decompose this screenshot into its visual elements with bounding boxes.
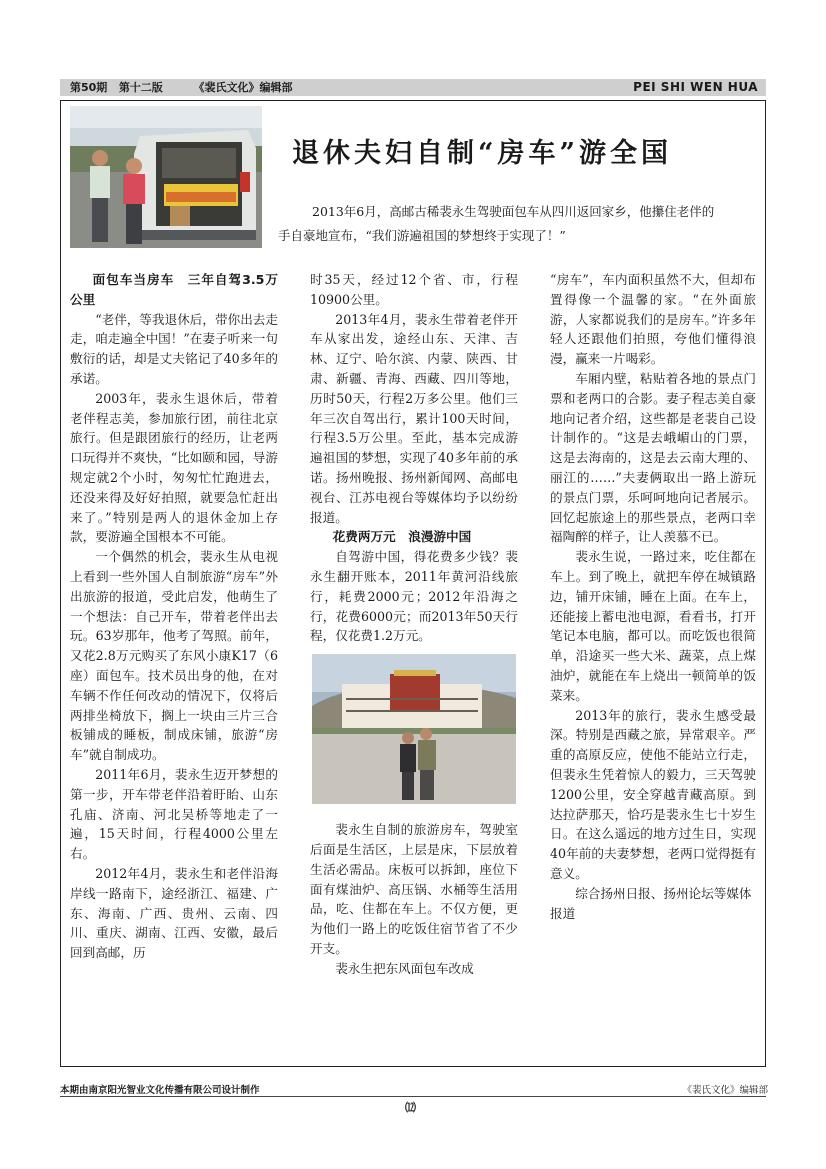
article-title: 退休夫妇自制“房车”游全国 (292, 138, 673, 169)
footer-divider (60, 1096, 766, 1097)
column-2 (310, 270, 518, 979)
paragraph: 2013年4月，裴永生带着老伴开车从家出发，途经山东、天津、吉林、辽宁、哈尔滨、内蒙、陕西、甘肃、新疆、青海、西藏、四川等地，历时50天，行程2万多公里。他们三年三次自驾出行，累计100天时间，行程3.5万公里。至此，基本完成游遍祖国的梦想，实现了40多年前的承诺。扬州晚报、扬州新闻网、高邮电视台、江苏电视台等媒体均予以纷纷报道。 (310, 311, 518, 525)
edition-number: 第十二版 (118, 81, 163, 94)
paragraph: 车厢内壁，粘贴着各地的景点门票和老两口的合影。妻子程志美自豪地向记者介绍，这些都是老裴自己设计制作的。“这是去峨嵋山的门票，这是去海南的，这是去云南大理的、丽江的……”夫妻俩取出一路上游玩的景点门票，乐呵呵地向记者展示。回忆起旅途上的那些景点，老两口幸福陶醉的样子，让人羡慕不已。 (550, 370, 756, 545)
paragraph-continued: “房车”，车内面积虽然不大，但却布置得像一个温馨的家。“在外面旅游，人家都说我们的是房车。”许多年轻人还跟他们拍照，夸他们懂得浪漫，赢来一片喝彩。 (550, 272, 756, 367)
photo-potala-palace (312, 654, 516, 804)
photo-couple-van (70, 106, 262, 248)
publication-name: 《裴氏文化》编辑部 (193, 81, 293, 94)
section-heading-1: 面包车当房车 三年自驾3.5万公里 (70, 272, 278, 307)
column-1 (70, 270, 278, 963)
paragraph: 裴永生把东风面包车改成 (335, 960, 474, 976)
paragraph-continued: 时35天，经过12个省、市，行程10900公里。 (310, 272, 518, 307)
header-left (70, 79, 292, 96)
paragraph: 自驾游中国，得花费多少钱？裴永生翻开账本，2011年黄河沿线旅行，耗费2000元；2012年沿海之行，花费6000元；而2013年50天行程，仅花费1.2万元。 (310, 549, 518, 644)
column-3 (550, 270, 756, 923)
photo-potala-palace-icon (312, 654, 516, 804)
header-pinyin: PEI SHI WEN HUA (633, 80, 758, 94)
footer-publication: 《裴氏文化》编辑部 (682, 1085, 768, 1096)
source-credit: 综合扬州日报、扬州论坛等媒体报道 (550, 885, 752, 921)
paragraph: 2003年，裴永生退休后，带着老伴程志美，参加旅行团，前往北京旅行。但是跟团旅行的经历，让老两口玩得并不爽快，“比如颐和园，导游规定就2个小时，匆匆忙忙跑进去，还没来得及好好拍照，就要急忙赶出来了。”特别是两人的退休金加上存款，要游遍全国根本不可能。 (70, 390, 278, 545)
paragraph: 裴永生自制的旅游房车，驾驶室后面是生活区，上层是床，下层放着生活必需品。床板可以拆卸，座位下面有煤油炉、高压锅、水桶等生活用品，吃、住都在车上。不仅方便，更为他们一路上的吃饭住宿节省了不少开支。 (310, 822, 518, 956)
paragraph: 一个偶然的机会，裴永生从电视上看到一些外国人自制旅游“房车”外出旅游的报道，受此启发，他萌生了一个想法：自己开车，带着老伴出去玩。63岁那年，他考了驾照。前年，又花2.8万元购买了东风小康K17（6座）面包车。技术员出身的他，在对车辆不作任何改动的情况下，仅将后两排坐椅放下，搁上一块由三片三合板铺成的睡板，制成床铺，旅游“房车”就自制成功。 (70, 549, 278, 763)
article-lead: 2013年6月，高邮古稀裴永生驾驶面包车从四川返回家乡，他攥住老伴的手自豪地宣布，“我们游遍祖国的梦想终于实现了！” (278, 204, 715, 243)
paragraph: 2013年的旅行，裴永生感受最深。特别是西藏之旅，异常艰辛。严重的高原反应，使他不能站立行走，但裴永生凭着惊人的毅力，三天驾驶1200公里，安全穿越青藏高原。到达拉萨那天，恰巧是裴永生七十岁生日。在这么遥远的地方过生日，实现40年前的夫妻梦想，老两口觉得挺有意义。 (550, 707, 756, 881)
page-number: ⑿ (405, 1101, 416, 1114)
paragraph: 2011年6月，裴永生迈开梦想的第一步，开车带老伴沿着盱眙、山东孔庙、济南、河北吴桥等地走了一遍，15天时间，行程4000公里左右。 (70, 766, 278, 862)
page-header (60, 79, 766, 96)
paragraph: 裴永生说，一路过来，吃住都在车上。到了晚上，就把车停在城镇路边，铺开床铺，睡在上面。在车上，还能接上蓄电池电源，看看书，打开笔记本电脑，都可以。而吃饭也很简单，沿途买一些大米、蔬菜，点上煤油炉，就能在车上烧出一顿简单的饭菜来。 (550, 549, 756, 703)
issue-number: 第50期 (70, 81, 108, 94)
section-heading-2: 花费两万元 浪漫游中国 (332, 529, 472, 545)
footer-designer: 本期由南京阳光智业文化传播有限公司设计制作 (60, 1085, 260, 1096)
photo-couple-van-icon (70, 106, 262, 248)
paragraph: “老伴，等我退休后，带你出去走走，咱走遍全中国！”在妻子听来一句敷衍的话，却是丈夫铭记了40多年的承诺。 (70, 311, 278, 386)
paragraph: 2012年4月，裴永生和老伴沿海岸线一路南下，途经浙江、福建、广东、海南、广西、贵州、云南、四川、重庆、湖南、江西、安徽，最后回到高邮，历 (70, 865, 278, 961)
